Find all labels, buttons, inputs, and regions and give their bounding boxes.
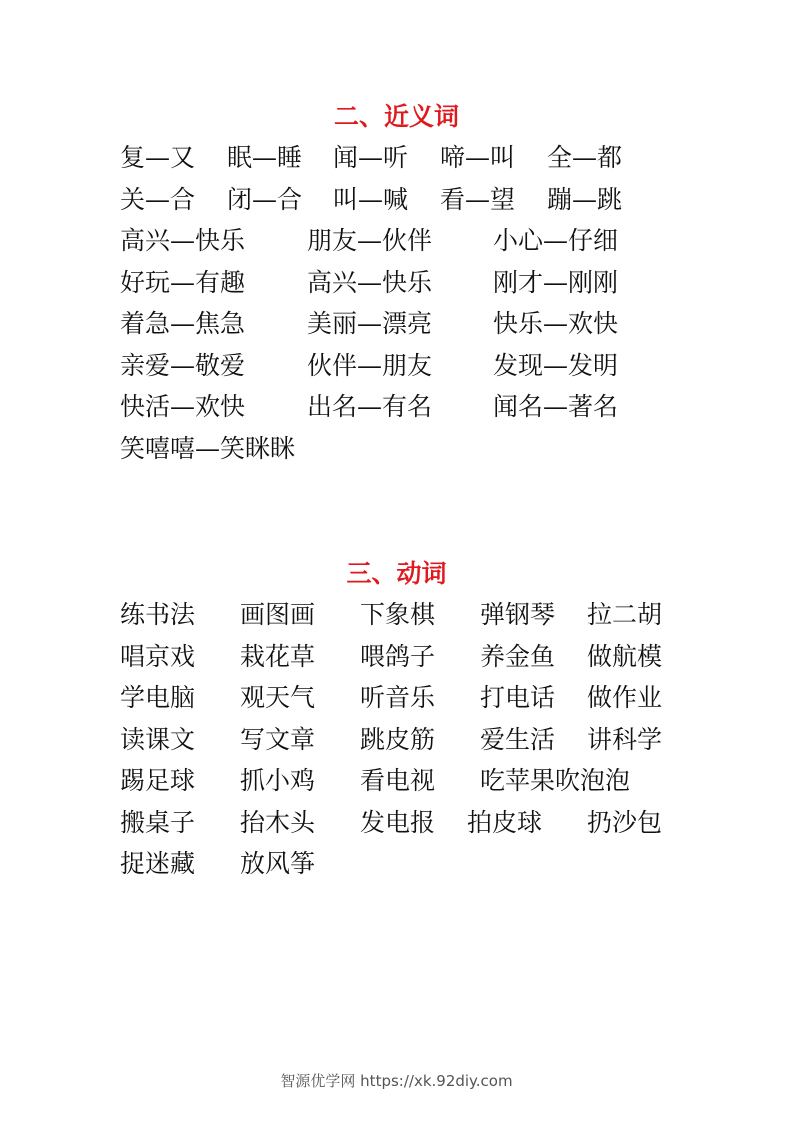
verb-row [120, 808, 700, 850]
verb-phrase: 看电视 [360, 766, 436, 795]
synonym-pair: 复—又 [120, 143, 196, 172]
synonym-row [120, 268, 700, 310]
synonym-pair: 闻名—著名 [493, 392, 619, 421]
verb-row [120, 766, 700, 808]
synonym-pair: 全—都 [547, 143, 623, 172]
verb-row [120, 600, 700, 642]
synonym-pair: 眠—睡 [227, 143, 303, 172]
synonym-row [120, 351, 700, 393]
synonym-pair: 看—望 [440, 184, 516, 214]
synonym-pair: 高兴—快乐 [120, 226, 246, 255]
synonym-row [120, 226, 700, 268]
synonym-pair: 着急—焦急 [120, 309, 246, 338]
verb-phrase: 发电报 [360, 807, 436, 837]
verb-phrase: 扔沙包 [587, 807, 663, 837]
section-title-synonyms: 二、近义词 [333, 102, 459, 131]
verb-phrase: 捉迷藏 [120, 849, 196, 878]
verb-phrase: 写文章 [240, 724, 316, 754]
verb-phrase: 观天气 [240, 683, 316, 712]
synonym-row [120, 392, 700, 434]
verb-phrase: 踢足球 [120, 766, 196, 795]
verb-row [120, 642, 700, 684]
synonym-pair: 出名—有名 [307, 392, 433, 421]
verb-phrase: 听音乐 [360, 683, 436, 712]
section-title-verbs: 三、动词 [346, 559, 447, 588]
verb-phrase: 唱京戏 [120, 641, 196, 671]
synonym-row [120, 309, 700, 351]
synonym-pair: 笑嘻嘻—笑眯眯 [120, 433, 296, 463]
synonym-pair: 小心—仔细 [493, 226, 619, 255]
synonym-pair: 伙伴—朋友 [307, 350, 433, 380]
synonym-pair: 好玩—有趣 [120, 267, 246, 297]
synonym-pair: 高兴—快乐 [307, 267, 433, 297]
verb-phrase: 爱生活 [480, 724, 556, 754]
synonyms-list [120, 143, 700, 475]
synonym-pair: 美丽—漂亮 [307, 309, 433, 338]
verbs-list [120, 600, 700, 891]
synonym-row [120, 185, 700, 227]
verb-phrase: 做航模 [587, 641, 663, 671]
verb-phrase: 抬木头 [240, 807, 316, 837]
verb-phrase: 练书法 [120, 600, 196, 629]
verb-phrase: 拉二胡 [587, 600, 663, 629]
verb-phrase: 弹钢琴 [480, 600, 556, 629]
verb-phrase: 学电脑 [120, 683, 196, 712]
verb-phrase: 养金鱼 [480, 641, 556, 671]
verb-phrase: 拍皮球 [467, 807, 543, 837]
synonym-row [120, 434, 700, 476]
verb-phrase: 放风筝 [240, 849, 316, 878]
synonym-pair: 啼—叫 [440, 143, 516, 172]
synonym-pair: 闻—听 [333, 143, 409, 172]
synonym-pair: 朋友—伙伴 [307, 226, 433, 255]
synonym-pair: 亲爱—敬爱 [120, 350, 246, 380]
synonym-pair: 蹦—跳 [547, 184, 623, 214]
verb-phrase: 跳皮筋 [360, 724, 436, 754]
synonym-pair: 闭—合 [227, 184, 303, 214]
synonym-row [120, 143, 700, 185]
verb-phrase: 栽花草 [240, 641, 316, 671]
synonym-pair: 刚才—刚刚 [493, 267, 619, 297]
synonym-pair: 关—合 [120, 184, 196, 214]
verb-phrase: 吃苹果吹泡泡 [480, 766, 631, 795]
verb-phrase: 做作业 [587, 683, 663, 712]
verb-row [120, 683, 700, 725]
footer-watermark: 智源优学网 https://xk.92diy.com [280, 1072, 513, 1090]
synonym-pair: 发现—发明 [493, 350, 619, 380]
synonym-pair: 快乐—欢快 [493, 309, 619, 338]
verb-phrase: 下象棋 [360, 600, 436, 629]
verb-phrase: 画图画 [240, 600, 316, 629]
verb-phrase: 讲科学 [587, 724, 663, 754]
verb-row [120, 849, 700, 891]
verb-phrase: 读课文 [120, 724, 196, 754]
synonym-pair: 叫—喊 [333, 184, 409, 214]
verb-phrase: 抓小鸡 [240, 766, 316, 795]
verb-row [120, 725, 700, 767]
synonym-pair: 快活—欢快 [120, 392, 246, 421]
verb-phrase: 打电话 [480, 683, 556, 712]
verb-phrase: 喂鸽子 [360, 641, 436, 671]
verb-phrase: 搬桌子 [120, 807, 196, 837]
